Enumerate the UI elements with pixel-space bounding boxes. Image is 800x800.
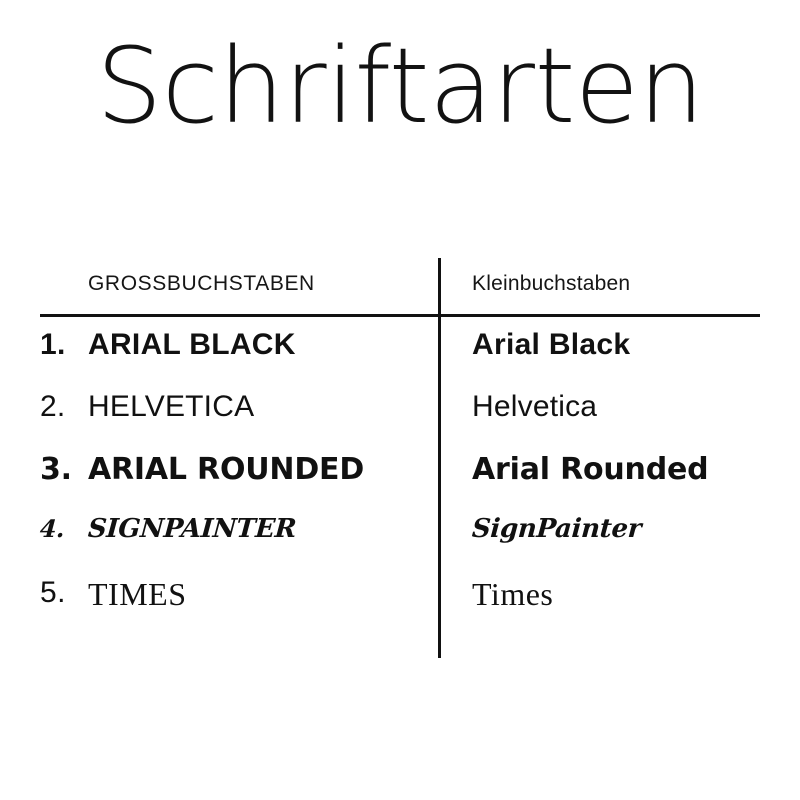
row-uppercase-sample: ARIAL BLACK (88, 328, 296, 361)
row-number: 5. (40, 576, 67, 609)
row-uppercase-sample: TIMES (88, 576, 187, 612)
table-row (40, 576, 760, 638)
column-header-uppercase: GROSSBUCHSTABEN (88, 272, 315, 295)
table-header-row (40, 258, 760, 310)
row-uppercase-sample: SIGNPAINTER (86, 514, 298, 544)
row-number: 1. (40, 328, 66, 361)
column-header-lowercase: Kleinbuchstaben (472, 272, 631, 295)
page-title: Schriftarten (96, 25, 704, 147)
table-row (40, 514, 760, 576)
row-lowercase-sample: Helvetica (472, 390, 598, 423)
row-number: 3. (40, 452, 72, 487)
table-row (40, 328, 760, 390)
row-lowercase-sample: Times (472, 576, 554, 612)
row-number: 4. (38, 514, 66, 543)
row-uppercase-sample: HELVETICA (88, 390, 255, 423)
row-lowercase-sample: Arial Black (472, 328, 631, 361)
row-lowercase-sample: Arial Rounded (472, 452, 709, 487)
table-row (40, 390, 760, 452)
table-body (40, 328, 760, 638)
row-number: 2. (40, 390, 66, 423)
header-divider-horizontal (40, 314, 760, 317)
table-row (40, 452, 760, 514)
row-lowercase-sample: SignPainter (470, 514, 643, 544)
row-uppercase-sample: ARIAL ROUNDED (88, 452, 365, 487)
font-comparison-table (38, 258, 760, 612)
